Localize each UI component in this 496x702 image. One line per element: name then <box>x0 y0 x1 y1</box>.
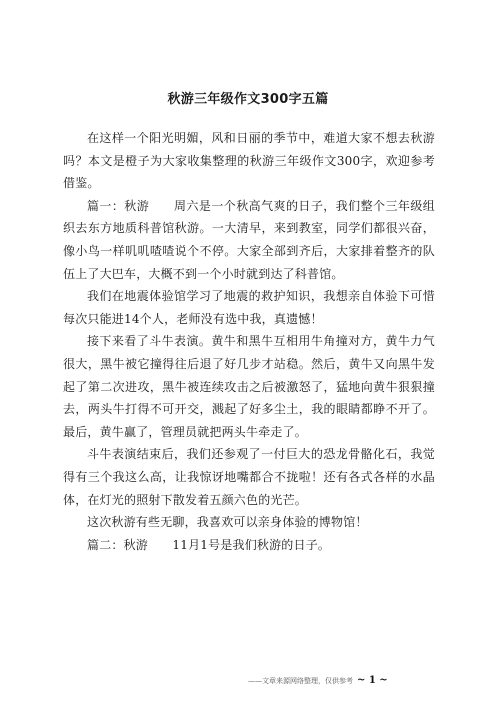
paragraph-dinosaur: 斗牛表演结束后，我们还参观了一付巨大的恐龙骨骼化石，我觉得有三个我这么高，让我惊讶地嘴都合不拢啦！还有各式各样的水晶体，在灯光的照射下散发着五颜六色的光芒。 <box>63 447 435 507</box>
page-number: ~ 1 ~ <box>357 675 388 686</box>
footer-note: ——文章来源网络整理，仅供参考 <box>248 677 353 685</box>
document-body <box>63 127 435 556</box>
paragraph-intro: 在这样一个阳光明媚，风和日丽的季节中，难道大家不想去秋游吗？本文是橙子为大家收集整理的秋游三年级作文300字，欢迎参考借鉴。 <box>63 131 435 191</box>
paragraph-earthquake: 我们在地震体验馆学习了地震的救护知识，我想亲自体验下可惜每次只能进14个人，老师没有选中我，真遗憾！ <box>63 289 435 326</box>
paragraph-conclusion: 这次秋游有些无聊，我喜欢可以亲身体验的博物馆！ <box>87 515 368 530</box>
paragraph-essay-2-start: 篇二：秋游 11月1号是我们秋游的日子。 <box>87 537 331 552</box>
paragraph-essay-1-start: 篇一：秋游 周六是一个秋高气爽的日子，我们整个三年级组织去东方地质科普馆秋游。一大清早，来到教室，同学们都很兴奋，像小鸟一样叽叽喳喳说个不停。大家全部到齐后，大家排着整齐的队伍上了大巴车，大概不到一个小时就到达了科普馆。 <box>63 198 435 281</box>
paragraph-bullfight: 接下来看了斗牛表演。黄牛和黑牛互相用牛角撞对方，黄牛力气很大，黑牛被它撞得往后退了好几步才站稳。然后，黄牛又向黑牛发起了第二次进攻，黑牛被连续攻击之后被激怒了，猛地向黄牛狠狠撞去，两头牛打得不可开交，溅起了好多尘土，我的眼睛都睁不开了。最后，黄牛赢了，管理员就把两头牛牵走了。 <box>63 334 435 439</box>
document-title: 秋游三年级作文300字五篇 <box>167 92 329 107</box>
page-footer <box>248 676 388 686</box>
